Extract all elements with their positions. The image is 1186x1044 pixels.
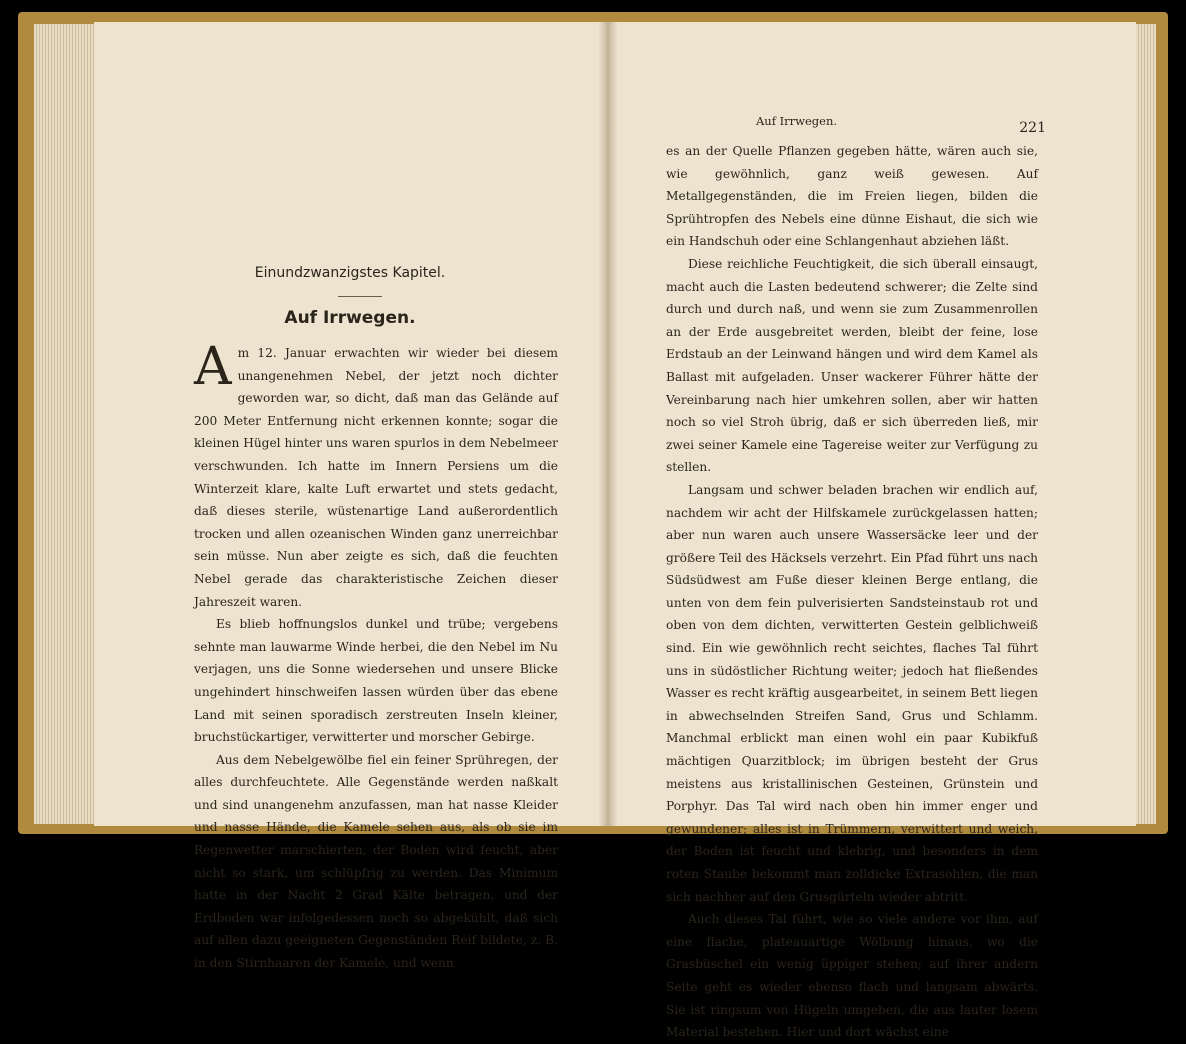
chapter-divider xyxy=(338,296,382,297)
chapter-title: Auf Irrwegen. xyxy=(284,308,416,328)
paragraph: Langsam und schwer beladen brachen wir endlich auf, nachdem wir acht der Hilfskamele zurückgelassen hatten; aber nun waren auch unsere Wassersäcke leer und der größere Teil des Häcksels verzehrt. Ein Pfad führt uns nach Südsüdwest am Fuße dieser kleinen Berge entlang, die unten von dem fein pulverisierten Sandsteinstaub rot und oben von dem dichten, verwitterten Gestein gelblichweiß sind. Ein wie gewöhnlich recht seichtes, flaches Tal führt uns in südöstlicher Richtung weiter; jedoch hat fließendes Wasser es recht kräftig ausgearbeitet, in seinem Bett liegen in abwechselnden Streifen Sand, Grus und Schlamm. Manchmal erblickt man einen wohl ein paar Kubikfuß mächtigen Quarzitblock; im übrigen besteht der Grus meistens aus kristallinischen Gesteinen, Grünstein und Porphyr. Das Tal wird nach oben hin immer enger und gewundener; alles ist in Trümmern, verwittert und weich, der Boden ist feucht und klebrig, und besonders in dem roten Staube bekommt man zolldicke Extrasohlen, die man sich nachher auf den Grusgürteln wieder abtritt. xyxy=(666,482,1038,904)
paragraph: Am 12. Januar erwachten wir wieder bei diesem unangenehmen Nebel, der jetzt noch dichter geworden war, so dicht, daß man das Gelände auf 200 Meter Entfernung nicht erkennen konnte; sogar die kleinen Hügel hinter uns waren spurlos in dem Nebelmeer verschwunden. Ich hatte im Innern Persiens um die Winterzeit klare, kalte Luft erwartet und stets gedacht, daß dieses sterile, wüstenartige Land außerordentlich trocken und allen ozeanischen Winden ganz unerreichbar sein müsse. Nun aber zeigte es sich, daß die feuchten Nebel gerade das charakteristische Zeichen dieser Jahreszeit waren. xyxy=(194,337,558,609)
left-page-text xyxy=(194,337,558,975)
left-page xyxy=(94,22,606,971)
paragraph: es an der Quelle Pflanzen gegeben hätte, wären auch sie, wie gewöhnlich, ganz weiß gewesen. Auf Metallgegenständen, die im Freien liegen, bilden die Sprühtropfen des Nebels eine dünne Eishaut, die sich wie ein Handschuh oder eine Schlangenhaut abziehen läßt. xyxy=(666,144,1038,249)
book-gutter xyxy=(598,22,618,826)
drop-cap: A xyxy=(194,337,232,397)
paragraph: Es blieb hoffnungslos dunkel und trübe; vergebens sehnte man lauwarme Winde herbei, die den Nebel im Nu verjagen, uns die Sonne wiedersehen und unsere Blicke ungehindert hinschweifen lassen würden über das ebene Land mit seinen sporadisch zerstreuten Inseln kleiner, bruchstückartiger, verwitterter und morscher Gebirge. xyxy=(194,617,558,745)
page-number: 221 xyxy=(1019,120,1046,136)
paragraph: Diese reichliche Feuchtigkeit, die sich überall einsaugt, macht auch die Lasten bedeutend schwerer; die Zelte sind durch und durch naß, und wenn sie zum Zusammenrollen an der Erde ausgebreitet werden, bleibt der feine, lose Erdstaub an der Leinwand hängen und wird dem Kamel als Ballast mit aufgeladen. Unser wackerer Führer hätte der Vereinbarung nach hier umkehren sollen, aber wir hatten noch so viel Stroh übrig, daß er sich überreden ließ, mir zwei seiner Kamele eine Tagereise weiter zur Verfügung zu stellen. xyxy=(666,256,1038,475)
paragraph: Auch dieses Tal führt, wie so viele andere vor ihm, auf eine flache, plateauartige Wölbung hinaus, wo die Grasbüschel ein wenig üppiger stehen; auf ihrer andern Seite geht es wieder ebenso flach und langsam abwärts. Sie ist ringsum von Hügeln umgeben, die aus lauter losem Material bestehen. Hier und dort wächst eine xyxy=(666,912,1038,1040)
right-page xyxy=(606,22,1136,1040)
paragraph: Aus dem Nebelgewölbe fiel ein feiner Sprühregen, der alles durchfeuchtete. Alle Gegenstände werden naßkalt und sind unangenehm anzufassen, man hat nasse Kleider und nasse Hände, die Kamele sehen aus, als ob sie im Regenwetter marschierten, der Boden wird feucht, aber nicht so stark, um schlüpfrig zu werden. Das Minimum hatte in der Nacht 2 Grad Kälte betragen, und der Erdboden war infolgedessen noch so abgekühlt, daß sich auf allen dazu geeigneten Gegenständen Reif bildete, z. B. in den Stirnhaaren der Kamele, und wenn xyxy=(194,752,558,971)
right-page-text xyxy=(666,140,1038,1044)
running-head: Auf Irrwegen. xyxy=(756,114,838,128)
page-edges-left xyxy=(34,24,100,824)
chapter-label: Einundzwanzigstes Kapitel. xyxy=(254,265,446,281)
